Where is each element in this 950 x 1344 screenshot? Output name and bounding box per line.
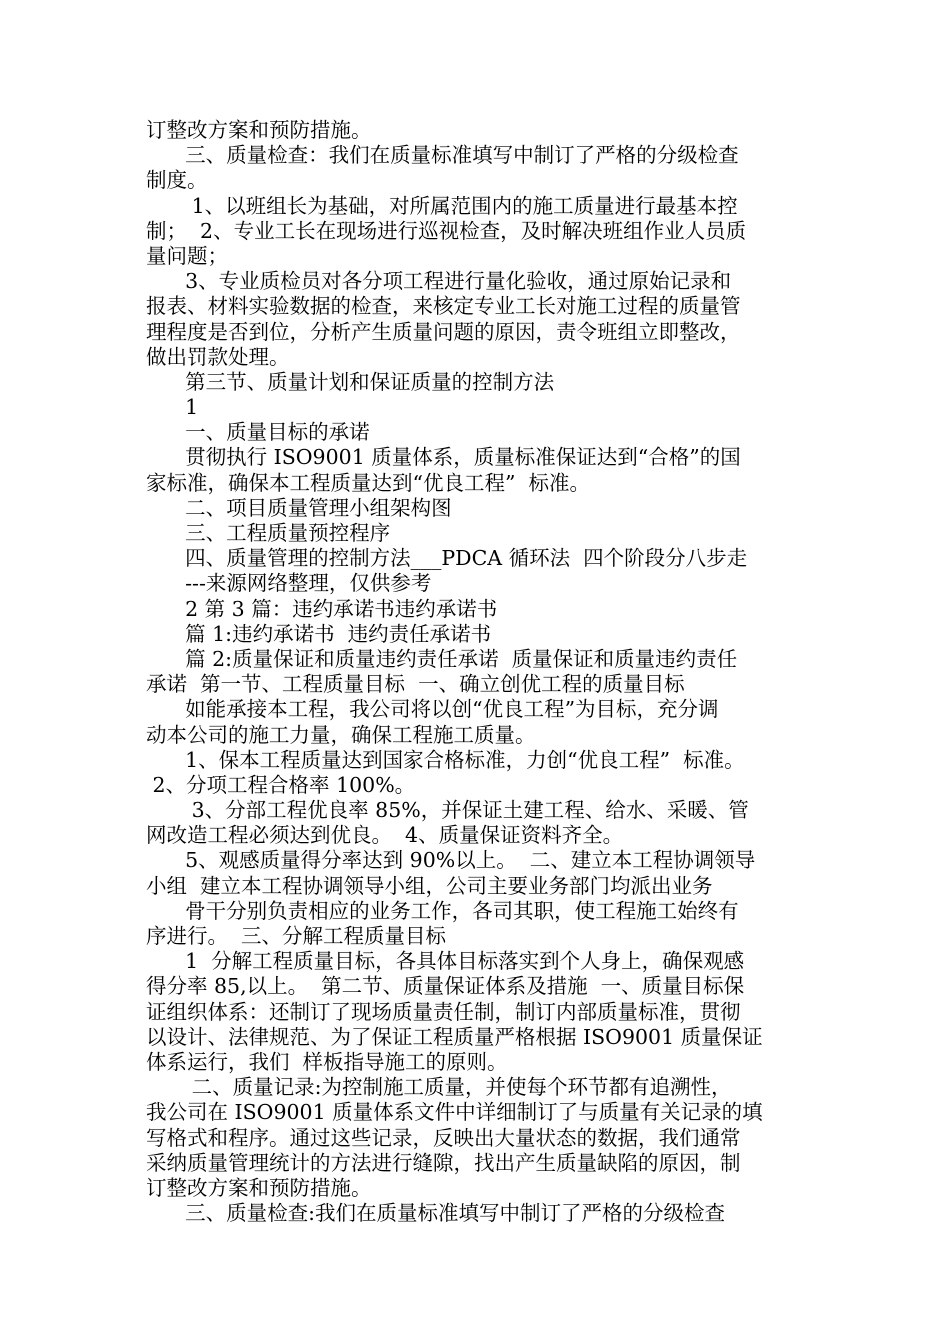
text-line: 如能承接本工程，我公司将以创“优良工程”为目标，充分调 — [146, 697, 719, 722]
text-line: 2 第 3 篇：违约承诺书违约承诺书 — [146, 596, 498, 621]
document-body — [146, 118, 826, 1226]
text-line: 体系运行，我们 样板指导施工的原则。 — [146, 1049, 508, 1074]
text-line: 写格式和程序。通过这些记录，反映出大量状态的数据，我们通常 — [146, 1125, 741, 1150]
text-line: 理程度是否到位，分析产生质量问题的原因，责令班组立即整改， — [146, 319, 741, 344]
text-line: 三、质量检查:我们在质量标准填写中制订了严格的分级检查 — [146, 1201, 726, 1226]
text-line: 篇 2:质量保证和质量违约责任承诺 质量保证和质量违约责任 — [146, 646, 738, 671]
text-line: 做出罚款处理。 — [146, 344, 290, 369]
text-line: 1 分解工程质量目标，各具体目标落实到个人身上，确保观感 — [146, 949, 745, 974]
text-line: 一、质量目标的承诺 — [146, 420, 370, 445]
text-line: 动本公司的施工力量，确保工程施工质量。 — [146, 722, 536, 747]
text-line: 制度。 — [146, 168, 208, 193]
text-line: 小组 建立本工程协调领导小组，公司主要业务部门均派出业务 — [146, 873, 713, 898]
text-line: 四、质量管理的控制方法___PDCA 循环法 四个阶段分八步走 — [146, 546, 748, 571]
text-line: 二、质量记录:为控制施工质量，并使每个环节都有追溯性， — [146, 1075, 732, 1100]
text-line: 证组织体系：还制订了现场质量责任制，制订内部质量标准，贯彻 — [146, 999, 741, 1024]
text-line: 三、工程质量预控程序 — [146, 521, 391, 545]
text-line: 制； 2、专业工长在现场进行巡视检查，及时解决班组作业人员质 — [146, 218, 747, 243]
text-line: 得分率 85,以上。 第二节、质量保证体系及措施 一、质量目标保 — [146, 974, 745, 999]
text-line: 贯彻执行 ISO9001 质量体系，质量标准保证达到“合格”的国 — [146, 445, 741, 470]
text-line: 我公司在 ISO9001 质量体系文件中详细制订了与质量有关记录的填 — [146, 1100, 763, 1125]
text-line: 家标准，确保本工程质量达到“优良工程” 标准。 — [146, 470, 590, 495]
text-line: 1、以班组长为基础，对所属范围内的施工质量进行最基本控 — [146, 193, 738, 218]
text-line: 采纳质量管理统计的方法进行缝隙，找出产生质量缺陷的原因，制 — [146, 1150, 741, 1175]
text-line: 5、观感质量得分率达到 90%以上。 二、建立本工程协调领导 — [146, 848, 756, 873]
text-line: 序进行。 三、分解工程质量目标 — [146, 924, 447, 948]
text-line: 3、分部工程优良率 85%，并保证土建工程、给水、采暖、管 — [146, 798, 749, 823]
text-line: 1 — [146, 395, 199, 420]
text-line: 三、质量检查：我们在质量标准填写中制订了严格的分级检查 — [146, 143, 739, 168]
text-line: 订整改方案和预防措施。 — [146, 1175, 372, 1200]
text-line: 骨干分别负责相应的业务工作，各司其职，使工程施工始终有 — [146, 898, 739, 923]
text-line: 以设计、法律规范、为了保证工程质量严格根据 ISO9001 质量保证 — [146, 1024, 763, 1049]
text-line: 量问题； — [146, 243, 228, 268]
text-line: 1、保本工程质量达到国家合格标准，力创“优良工程” 标准。 — [146, 747, 745, 772]
text-line: 订整改方案和预防措施。 — [146, 118, 372, 142]
text-line: 网改造工程必须达到优良。 4、质量保证资料齐全。 — [146, 823, 624, 848]
text-line: 承诺 第一节、工程质量目标 一、确立创优工程的质量目标 — [146, 672, 685, 697]
text-line: 篇 1:违约承诺书 违约责任承诺书 — [146, 621, 492, 646]
text-line: 第三节、质量计划和保证质量的控制方法 — [146, 369, 555, 394]
text-line: ---来源网络整理，仅供参考 — [146, 571, 432, 596]
text-line: 报表、材料实验数据的检查，来核定专业工长对施工过程的质量管 — [146, 294, 741, 319]
text-line: 二、项目质量管理小组架构图 — [146, 495, 452, 520]
text-line: 2、分项工程合格率 100%。 — [146, 772, 416, 797]
text-line: 3、专业质检员对各分项工程进行量化验收，通过原始记录和 — [146, 269, 732, 294]
